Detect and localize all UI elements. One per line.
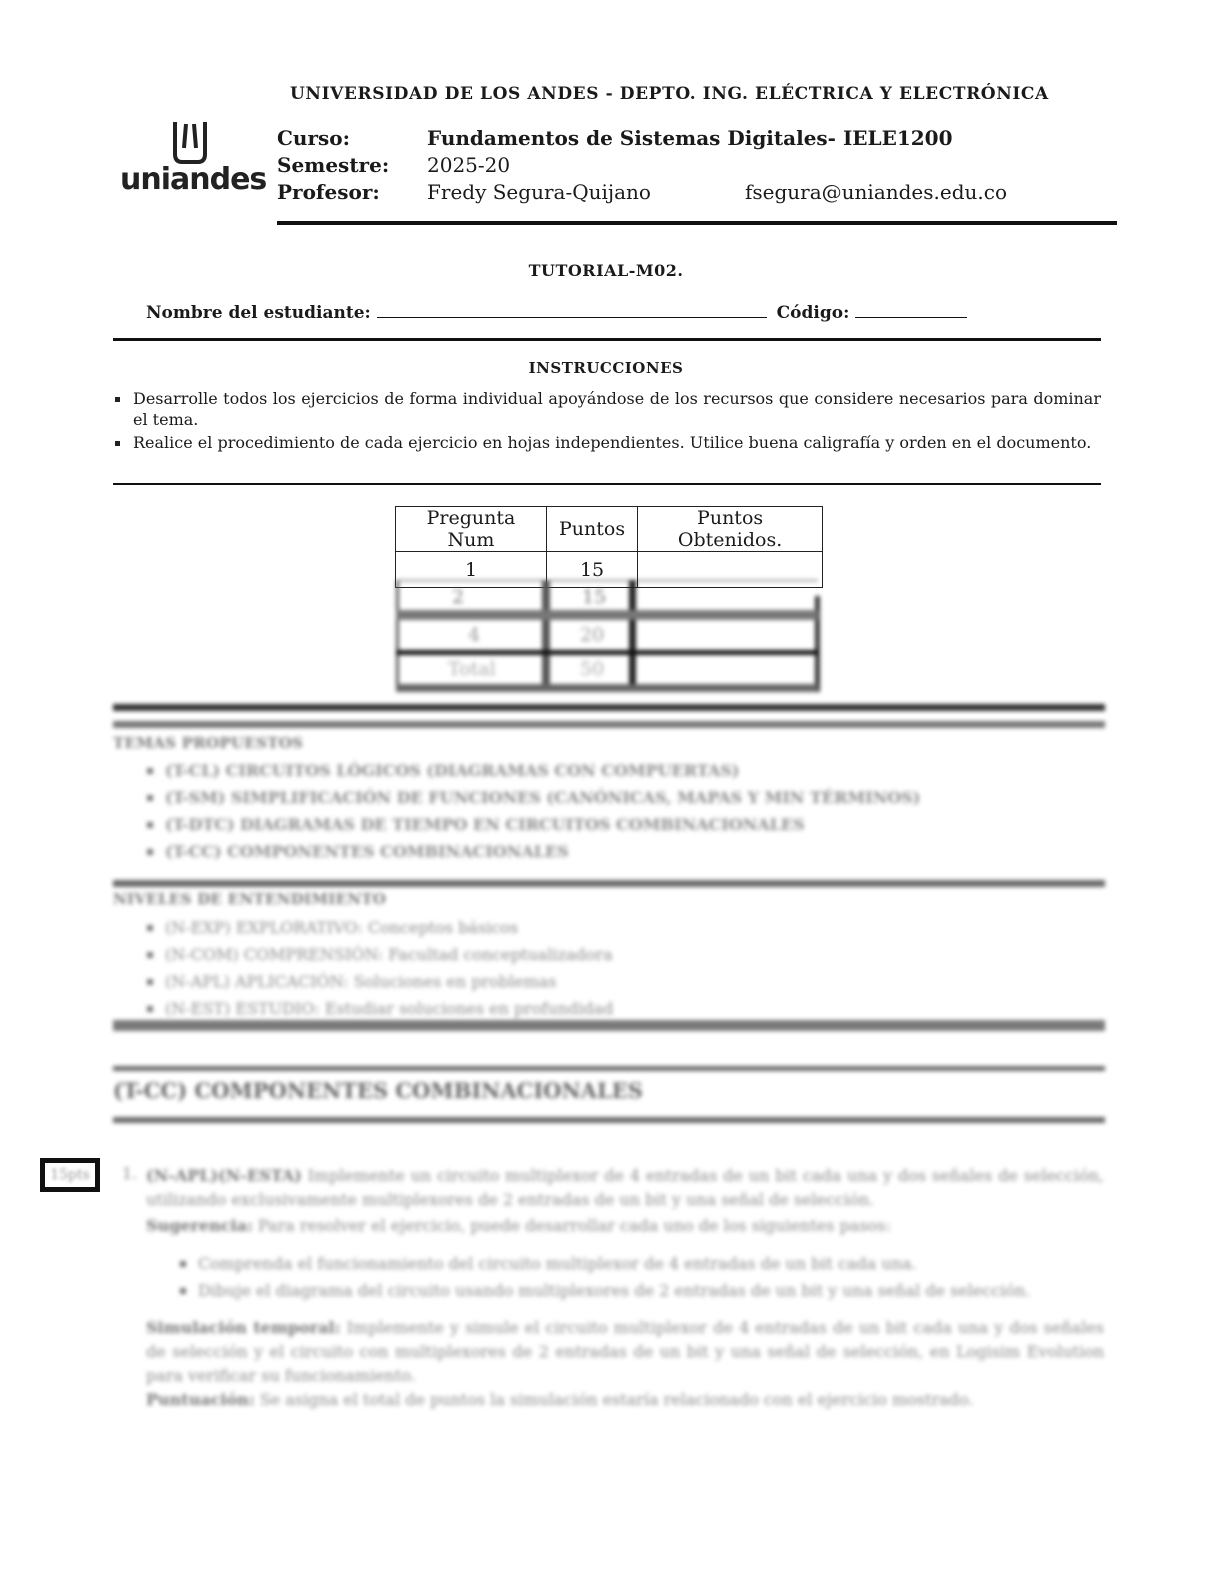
table-cell: 4 — [468, 624, 481, 646]
blurred-section-title — [0, 1062, 1224, 1132]
logo-emblem-icon — [120, 118, 260, 168]
document-title: TUTORIAL-M02. — [528, 261, 684, 280]
semester-value: 2025-20 — [427, 153, 511, 177]
level-item: (N-EST) ESTUDIO: Estudiar soluciones en profundidad — [113, 995, 613, 1022]
blurred-overview-block — [0, 696, 1224, 1036]
table-header-cell: Puntos Obtenidos. — [638, 507, 823, 552]
table-cell: 1 — [396, 552, 547, 588]
instructions-title: INSTRUCCIONES — [528, 359, 684, 377]
section-rule — [113, 1066, 1105, 1071]
logo-text: uniandes — [120, 162, 267, 197]
topic-item: (T-SM) SIMPLIFICACIÓN DE FUNCIONES (CANÓNICAS, MAPAS Y MIN TÉRMINOS) — [113, 784, 920, 811]
scoring-text: Se asigna el total de puntos la simulación estaría relacionado con el ejercicio mostrado. — [259, 1390, 974, 1409]
levels-list — [113, 914, 613, 1022]
points-tag-text: 15pts — [50, 1167, 90, 1183]
topic-item: (T-DTC) DIAGRAMAS DE TIEMPO EN CIRCUITOS COMBINACIONALES — [113, 811, 920, 838]
professor-row — [277, 180, 1007, 204]
hint-label: Sugerencia: — [146, 1216, 253, 1235]
student-name-label: Nombre del estudiante: — [146, 303, 371, 323]
semester-label: Semestre: — [277, 153, 390, 177]
university-header: UNIVERSIDAD DE LOS ANDES - DEPTO. ING. ELÉCTRICA Y ELECTRÓNICA — [290, 84, 1049, 104]
professor-label: Profesor: — [277, 180, 380, 204]
topic-item: (T-CC) COMPONENTES COMBINACIONALES — [113, 838, 920, 865]
section-rule — [113, 1020, 1105, 1031]
question-intro — [146, 1164, 1104, 1212]
topic-item: (T-CL) CIRCUITOS LÓGICOS (DIAGRAMAS CON COMPUERTAS) — [113, 757, 920, 784]
table-cell: Total — [448, 658, 496, 680]
step-item: Dibuje el diagrama del circuito usando multiplexores de 2 entradas de un bit y una señal de selección. — [146, 1277, 1030, 1304]
table-cell: 2 — [452, 586, 465, 608]
course-value: Fundamentos de Sistemas Digitales- IELE1200 — [427, 126, 953, 150]
levels-heading: NIVELES DE ENTENDIMIENTO — [113, 890, 387, 908]
table-header-cell: Pregunta Num — [396, 507, 547, 552]
score-table-blurred-part — [392, 580, 822, 695]
table-header-row — [396, 507, 823, 552]
section-rule — [113, 721, 1105, 728]
header-rule — [277, 221, 1117, 225]
level-item: (N-APL) APLICACIÓN: Soluciones en problemas — [113, 968, 613, 995]
table-cell: 15 — [582, 586, 607, 608]
instruction-item: Desarrolle todos los ejercicios de forma individual apoyándose de los recursos que considere necesarios para dominar el tema. — [113, 388, 1101, 430]
section-title: (T-CC) COMPONENTES COMBINACIONALES — [113, 1078, 643, 1103]
score-table — [395, 506, 823, 588]
question-simulation — [146, 1316, 1104, 1388]
table-header-cell: Puntos — [547, 507, 638, 552]
student-info-line — [146, 303, 967, 323]
scoring-label: Puntuación: — [146, 1390, 255, 1409]
question-scoring — [146, 1388, 1104, 1412]
student-rule — [113, 338, 1101, 341]
uniandes-logo — [120, 118, 267, 198]
table-cell: 50 — [580, 658, 605, 680]
topics-list — [113, 757, 920, 865]
topics-heading: TEMAS PROPUESTOS — [113, 734, 304, 752]
course-row — [277, 126, 953, 150]
code-field[interactable] — [855, 317, 967, 318]
professor-value: Fredy Segura-Quijano — [427, 180, 651, 204]
section-rule — [113, 1117, 1105, 1123]
question-number: 1. — [122, 1164, 138, 1183]
section-rule — [113, 704, 1105, 711]
level-item: (N-EXP) EXPLORATIVO: Conceptos básicos — [113, 914, 613, 941]
instruction-item: Realice el procedimiento de cada ejercicio en hojas independientes. Utilice buena caligrafía y orden en el documento. — [113, 432, 1101, 453]
question-hint — [146, 1214, 1104, 1238]
question-steps — [146, 1250, 1030, 1304]
simulation-label: Simulación temporal: — [146, 1318, 341, 1337]
table-cell: 20 — [580, 624, 605, 646]
instructions-list — [113, 388, 1101, 455]
question-1-block — [0, 1160, 1224, 1420]
hint-text: Para resolver el ejercicio, puede desarrollar cada uno de los siguientes pasos: — [257, 1216, 891, 1235]
course-label: Curso: — [277, 126, 350, 150]
instructions-rule — [113, 483, 1101, 485]
level-item: (N-COM) COMPRENSIÓN: Facultad conceptualizadora — [113, 941, 613, 968]
code-label: Código: — [776, 303, 850, 323]
table-cell: 15 — [547, 552, 638, 588]
question-levels: (N-APL)(N-ESTA) — [146, 1166, 302, 1185]
step-item: Comprenda el funcionamiento del circuito multiplexor de 4 entradas de un bit cada una. — [146, 1250, 1030, 1277]
simulation-text: Implemente y simule el circuito multiplexor de 4 entradas de un bit cada una y dos señales de selección y el circuito con multiplexores de 2 entradas de un bit y una señal de selección, en Logisim Evolution para verificar su funcionamiento. — [146, 1318, 1104, 1385]
professor-email: fsegura@uniandes.edu.co — [745, 180, 1008, 204]
student-name-field[interactable] — [377, 317, 767, 318]
section-rule — [113, 880, 1105, 887]
question-intro-text: Implemente un circuito multiplexor de 4 entradas de un bit cada una y dos señales de selección, utilizando exclusivamente multiplexores de 2 entradas de un bit y una señal de selección. — [146, 1166, 1104, 1209]
semester-row — [277, 153, 510, 177]
